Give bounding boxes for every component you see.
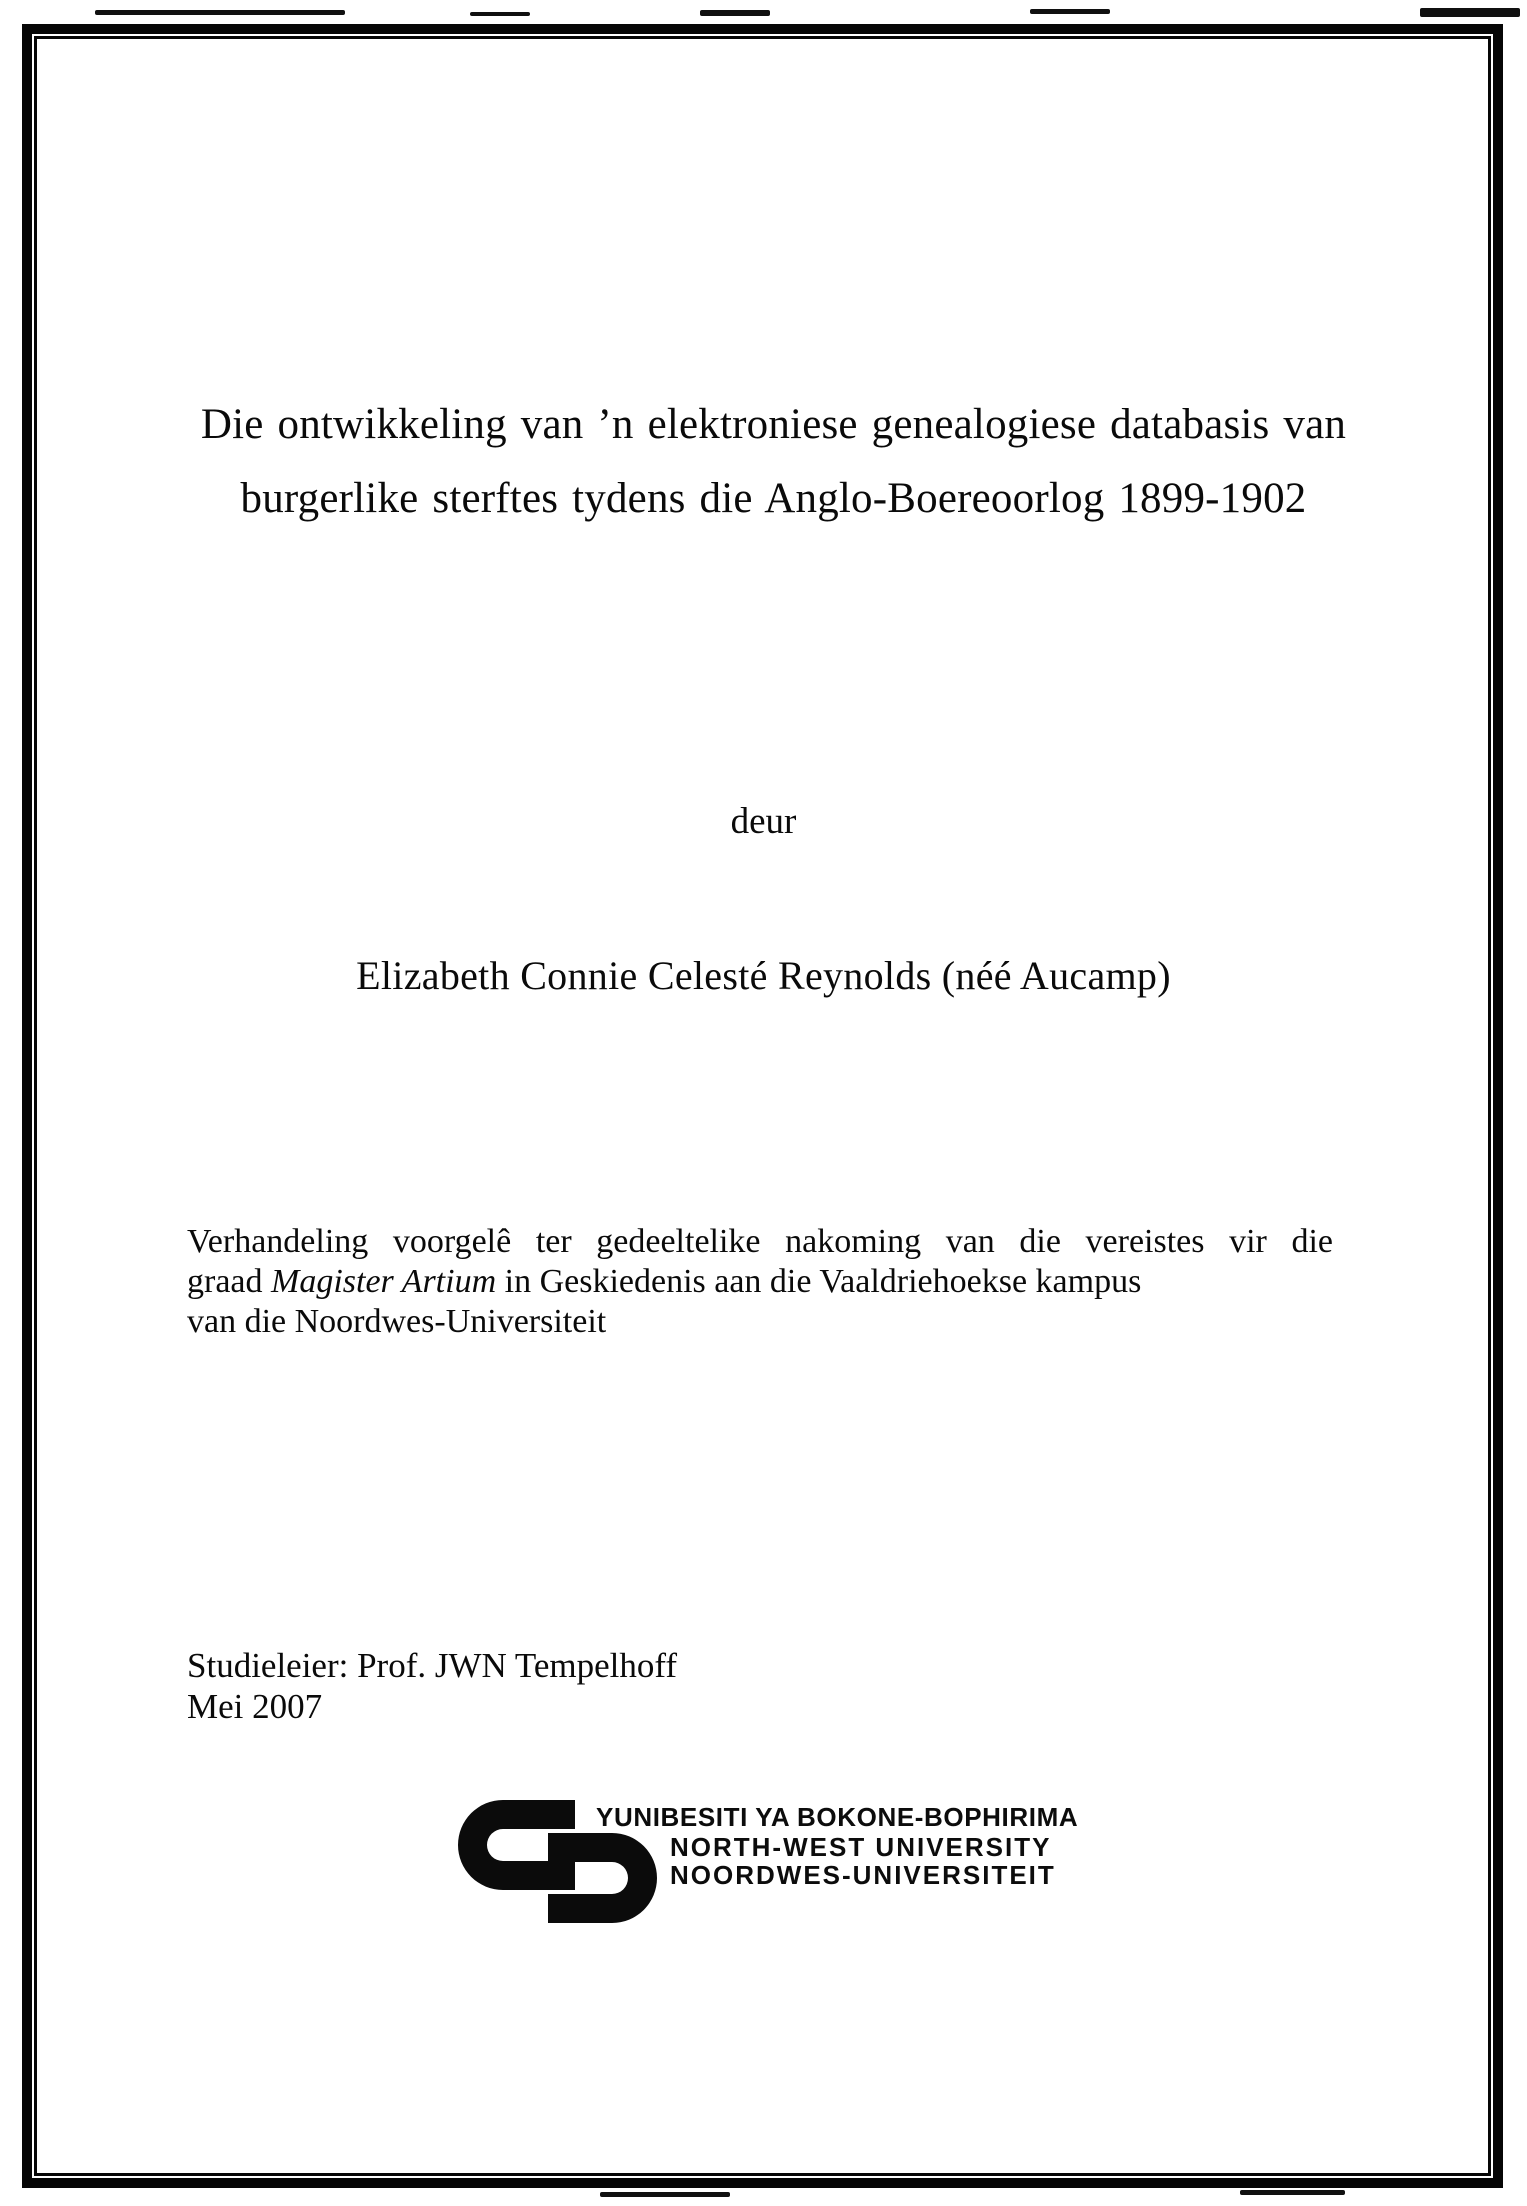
thesis-title-line-2: burgerlike sterftes tydens die Anglo-Boereoorlog 1899-1902 [240, 475, 1307, 522]
date-line: Mei 2007 [187, 1687, 323, 1726]
degree-name-italic: Magister Artium [271, 1263, 497, 1300]
logo-text-english: NORTH-WEST UNIVERSITY [670, 1832, 1052, 1862]
logo-text-setswana: YUNIBESITI YA BOKONE-BOPHIRIMA [596, 1802, 1079, 1832]
university-logo [458, 1800, 1098, 1932]
author-name: Elizabeth Connie Celesté Reynolds (néé Aucamp) [356, 953, 1171, 998]
byline: deur [730, 801, 797, 842]
degree-statement-line-2-pre: graad [187, 1263, 272, 1300]
thesis-title-line-1: Die ontwikkeling van ’n elektroniese genealogiese databasis van [200, 401, 1347, 448]
degree-statement-line-2-post: in Geskiedenis aan die Vaaldriehoekse kampus [496, 1263, 1142, 1300]
degree-statement-line-2 [187, 1262, 1333, 1302]
degree-statement [187, 1222, 1333, 1342]
thesis-title [60, 388, 1487, 536]
supervisor-line: Studieleier: Prof. JWN Tempelhoff [187, 1646, 678, 1685]
supervisor-block [187, 1645, 677, 1727]
logo-text-afrikaans: NOORDWES-UNIVERSITEIT [670, 1860, 1056, 1890]
degree-statement-line-3: van die Noordwes-Universiteit [187, 1303, 607, 1340]
degree-statement-line-1: Verhandeling voorgelê ter gedeeltelike nakoming van die vereistes vir die [187, 1223, 1333, 1260]
